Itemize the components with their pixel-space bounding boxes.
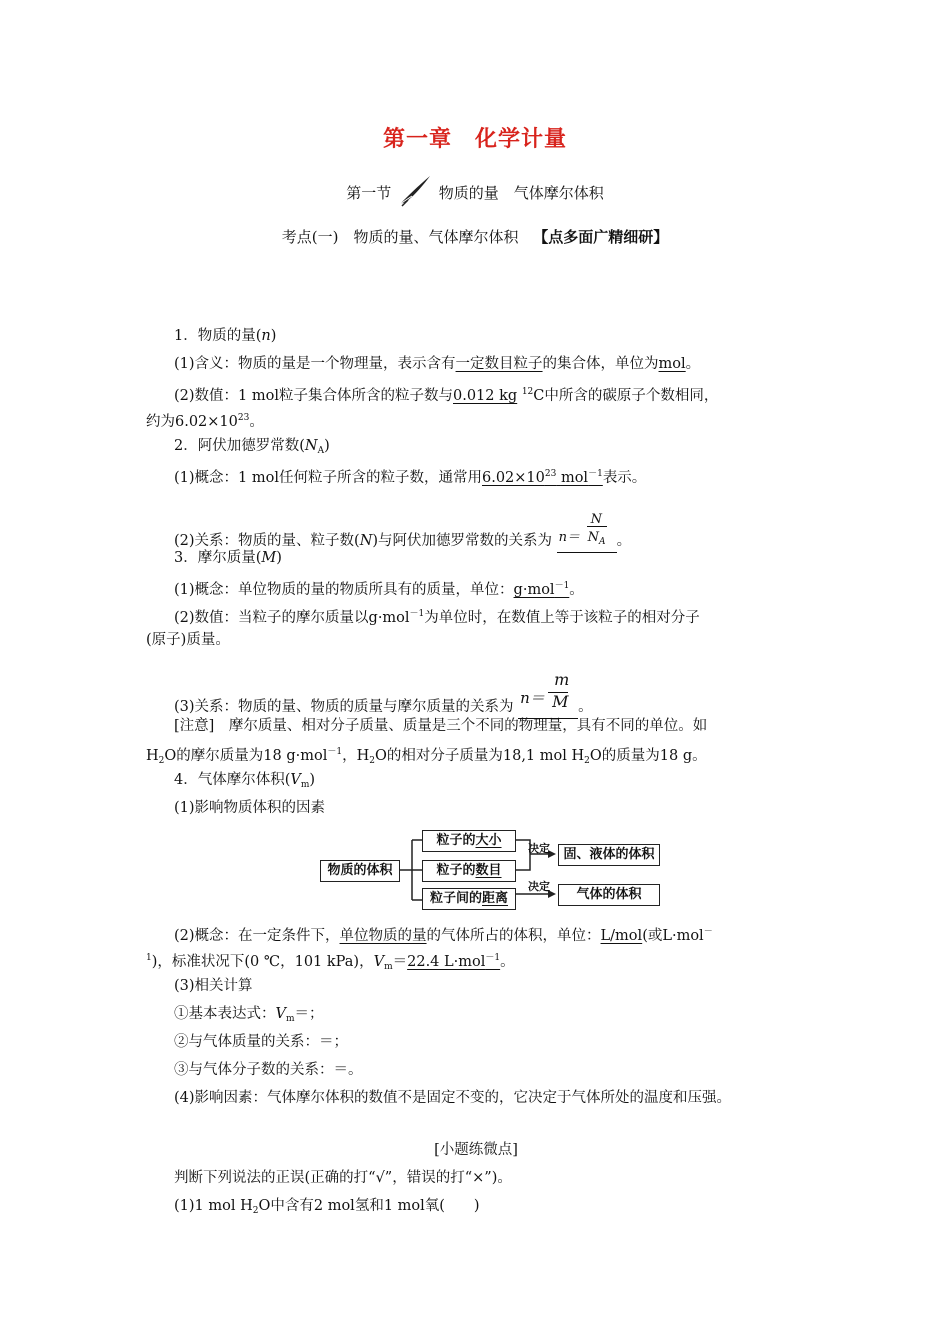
note: $H_2O$的摩尔质量为18 g·mol$^{-1}$，$H_2O$的相对分子质量为18,1 mol $H_2O$的质量为18 g。 <box>146 747 707 766</box>
paragraph: $^1$)，标准状况下(0 ℃，101 kPa)，$V_m=22.4$ L·mol$^{-1}$。 <box>146 953 515 972</box>
formula-n-equals-m-over-M: n＝ m M <box>518 684 578 719</box>
box-gas-volume: 气体的体积 <box>558 884 660 906</box>
box-particle-distance: 粒子间的距离 <box>422 888 516 910</box>
paragraph: (2)关系：物质的量、粒子数(N)与阿伏加德罗常数的关系为 n＝ N $N_A$ 。 <box>174 518 631 553</box>
paragraph: (1)影响物质体积的因素 <box>174 800 326 816</box>
heading-avogadro: 2．阿伏加德罗常数$(N_A)$ <box>174 438 330 456</box>
box-particle-size: 粒子的大小 <box>422 830 516 852</box>
section-name: 物质的量 气体摩尔体积 <box>438 184 604 202</box>
practice-intro: 判断下列说法的正误(正确的打“√”，错误的打“×”)。 <box>174 1170 512 1186</box>
paragraph: (1)概念：1 mol任何粒子所含的粒子数，通常用$6.02\times 10^{23}$ mol$^{-1}$表示。 <box>174 469 647 486</box>
heading-molar-mass: 3．摩尔质量(M) <box>174 550 282 566</box>
practice-title: [小题练微点] <box>434 1142 518 1158</box>
paragraph: ①基本表达式：$V_m=$； <box>174 1006 324 1024</box>
paragraph: (2)概念：在一定条件下，单位物质的量的气体所占的体积，单位：L/mol(或L·mol－ <box>174 927 713 944</box>
section-number: 第一节 <box>346 184 392 202</box>
paragraph: (2)数值：1 mol粒子集合体所含的粒子数与0.012 kg $^{12}$C中所含的碳原子个数相同， <box>174 387 719 404</box>
box-substance-volume: 物质的体积 <box>320 860 400 882</box>
paragraph: (1)概念：单位物质的量的物质所具有的质量，单位：g·mol$^{-1}$。 <box>174 581 584 598</box>
paragraph: 约为$6.02\times 10^{23}$。 <box>146 413 264 430</box>
paragraph: ③与气体分子数的关系：＝。 <box>174 1062 363 1078</box>
heading-molar-volume: 4．气体摩尔体积$(V_m)$ <box>174 772 316 790</box>
box-particle-count: 粒子的数目 <box>422 860 516 882</box>
chapter-title: 第一章 化学计量 <box>382 126 567 152</box>
paragraph: (3)关系：物质的量、物质的质量与摩尔质量的关系为 n＝ m M 。 <box>174 684 593 719</box>
arrow-label-determines: 决定 <box>528 842 550 855</box>
arrow-label-determines: 决定 <box>528 880 550 893</box>
paragraph: (1)含义：物质的量是一个物理量，表示含有一定数目粒子的集合体，单位为mol。 <box>174 356 701 372</box>
formula-n-equals-n-over-na: n＝ N $N_A$ <box>557 518 617 553</box>
note: [注意] 摩尔质量、相对分子质量、质量是三个不同的物理量，具有不同的单位。如 <box>174 718 708 734</box>
paragraph: ②与气体质量的关系：＝； <box>174 1034 348 1050</box>
volume-factors-diagram <box>320 828 670 912</box>
section-heading <box>0 174 950 208</box>
paragraph: (原子)质量。 <box>146 632 230 648</box>
box-solid-liquid-volume: 固、液体的体积 <box>558 844 660 866</box>
paragraph: (2)数值：当粒子的摩尔质量以g·mol$^{-1}$为单位时，在数值上等于该粒子的相对分子 <box>174 609 700 626</box>
feather-icon <box>398 174 432 208</box>
paragraph: (4)影响因素：气体摩尔体积的数值不是固定不变的，它决定于气体所处的温度和压强。 <box>174 1090 732 1106</box>
point-title: 考点(一) 物质的量、气体摩尔体积 <box>281 228 519 246</box>
practice-question-1: (1)1 mol $H_2O$中含有2 mol氢和1 mol氧( ) <box>174 1198 480 1216</box>
paragraph: (3)相关计算 <box>174 978 253 994</box>
heading-amount-of-substance: 1．物质的量(n) <box>174 328 277 344</box>
point-tag: 【点多面广精细研】 <box>533 228 669 246</box>
point-heading <box>0 226 950 247</box>
